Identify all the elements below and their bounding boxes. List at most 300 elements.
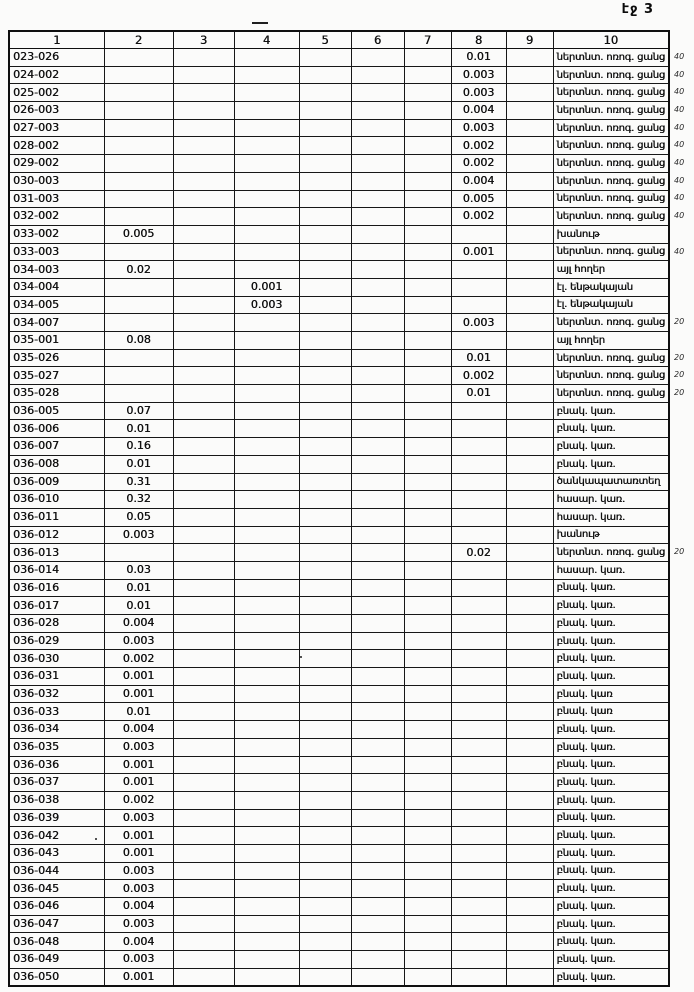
margin-note xyxy=(669,473,694,491)
value-cell: 0.001 xyxy=(104,685,173,703)
table-row xyxy=(9,438,694,456)
value-cell xyxy=(299,102,351,120)
value-cell xyxy=(173,668,234,686)
value-cell xyxy=(299,632,351,650)
value-cell xyxy=(104,172,173,190)
value-cell xyxy=(351,278,404,296)
value-cell xyxy=(506,49,553,67)
value-cell xyxy=(404,756,451,774)
value-cell xyxy=(234,968,299,986)
value-cell xyxy=(404,49,451,67)
parcel-code-cell: 034-007 xyxy=(9,314,104,332)
value-cell xyxy=(173,49,234,67)
value-cell xyxy=(234,438,299,456)
value-cell xyxy=(299,898,351,916)
land-use-cell: բնակ. կառ. xyxy=(553,402,669,420)
value-cell xyxy=(234,721,299,739)
table-row xyxy=(9,473,694,491)
value-cell xyxy=(404,968,451,986)
value-cell xyxy=(451,844,506,862)
margin-note xyxy=(669,968,694,986)
parcel-code-cell: 035-026 xyxy=(9,349,104,367)
value-cell xyxy=(506,296,553,314)
value-cell xyxy=(299,650,351,668)
table-row xyxy=(9,102,694,120)
table-row xyxy=(9,615,694,633)
margin-note xyxy=(669,420,694,438)
value-cell xyxy=(104,190,173,208)
value-cell xyxy=(173,721,234,739)
margin-note xyxy=(669,668,694,686)
column-header: 8 xyxy=(451,31,506,49)
land-use-cell: ներտնտ. ոռոգ. ցանց xyxy=(553,84,669,102)
margin-note: 40 xyxy=(674,105,685,114)
value-cell xyxy=(299,615,351,633)
parcel-code-cell: 036-017 xyxy=(9,597,104,615)
value-cell xyxy=(351,632,404,650)
value-cell: 0.003 xyxy=(234,296,299,314)
value-cell xyxy=(234,473,299,491)
value-cell xyxy=(173,314,234,332)
value-cell xyxy=(351,756,404,774)
land-use-cell: ներտնտ. ոռոգ. ցանց xyxy=(553,544,669,562)
value-cell xyxy=(173,243,234,261)
value-cell xyxy=(451,650,506,668)
margin-note: 20 xyxy=(674,352,685,362)
margin-note xyxy=(669,880,694,898)
table-row xyxy=(9,278,694,296)
value-cell xyxy=(173,119,234,137)
value-cell: 0.004 xyxy=(104,933,173,951)
value-cell xyxy=(234,84,299,102)
value-cell xyxy=(299,155,351,173)
value-cell xyxy=(299,774,351,792)
value-cell xyxy=(173,951,234,969)
value-cell xyxy=(506,880,553,898)
value-cell xyxy=(104,296,173,314)
parcel-code-cell: 036-049 xyxy=(9,951,104,969)
value-cell xyxy=(104,66,173,84)
margin-note xyxy=(669,915,694,933)
land-use-cell: բնակ. կառ. xyxy=(553,898,669,916)
value-cell xyxy=(506,402,553,420)
value-cell xyxy=(351,703,404,721)
value-cell xyxy=(506,774,553,792)
value-cell xyxy=(173,933,234,951)
value-cell xyxy=(506,367,553,385)
parcel-code-cell: 036-032 xyxy=(9,685,104,703)
land-use-cell: խանութ xyxy=(553,526,669,544)
table-row xyxy=(9,756,694,774)
value-cell: 0.003 xyxy=(104,951,173,969)
margin-note xyxy=(669,756,694,774)
value-cell: 0.005 xyxy=(451,190,506,208)
value-cell xyxy=(299,756,351,774)
value-cell xyxy=(404,703,451,721)
land-use-cell: բնակ. կառ. xyxy=(553,844,669,862)
value-cell xyxy=(451,703,506,721)
margin-note xyxy=(669,296,694,314)
value-cell xyxy=(351,102,404,120)
value-cell xyxy=(234,332,299,350)
value-cell: 0.32 xyxy=(104,491,173,509)
value-cell xyxy=(351,137,404,155)
value-cell xyxy=(506,668,553,686)
value-cell xyxy=(404,632,451,650)
value-cell xyxy=(506,314,553,332)
value-cell xyxy=(234,261,299,279)
value-cell xyxy=(104,49,173,67)
value-cell xyxy=(351,84,404,102)
parcel-code-cell: 036-047 xyxy=(9,915,104,933)
value-cell xyxy=(173,473,234,491)
value-cell xyxy=(506,208,553,226)
margin-note xyxy=(669,650,694,668)
value-cell xyxy=(234,862,299,880)
value-cell xyxy=(299,791,351,809)
land-use-cell: էլ. ենթակայան xyxy=(553,296,669,314)
parcel-code-cell: 023-026 xyxy=(9,49,104,67)
land-use-cell: բնակ. կառ. xyxy=(553,968,669,986)
value-cell xyxy=(451,225,506,243)
value-cell xyxy=(351,579,404,597)
value-cell xyxy=(299,243,351,261)
value-cell xyxy=(104,278,173,296)
value-cell xyxy=(234,738,299,756)
value-cell: 0.003 xyxy=(451,84,506,102)
parcel-code-cell: 030-003 xyxy=(9,172,104,190)
value-cell xyxy=(299,668,351,686)
value-cell xyxy=(173,615,234,633)
value-cell xyxy=(173,650,234,668)
land-use-cell: բնակ. կառ. xyxy=(553,862,669,880)
land-use-cell: այլ հողեր xyxy=(553,332,669,350)
value-cell xyxy=(506,915,553,933)
margin-note xyxy=(669,809,694,827)
value-cell xyxy=(173,526,234,544)
value-cell xyxy=(506,862,553,880)
value-cell xyxy=(173,703,234,721)
column-header: 1 xyxy=(9,31,104,49)
land-use-cell: հասար. կառ. xyxy=(553,561,669,579)
value-cell xyxy=(299,827,351,845)
value-cell: 0.005 xyxy=(104,225,173,243)
parcel-code-cell: 036-012 xyxy=(9,526,104,544)
value-cell xyxy=(173,756,234,774)
value-cell xyxy=(351,455,404,473)
table-row xyxy=(9,544,694,562)
value-cell xyxy=(299,438,351,456)
value-cell xyxy=(173,66,234,84)
value-cell: 0.08 xyxy=(104,332,173,350)
value-cell xyxy=(234,402,299,420)
value-cell xyxy=(506,385,553,403)
land-use-cell: բնակ. կառ. xyxy=(553,880,669,898)
value-cell xyxy=(173,455,234,473)
table-row xyxy=(9,296,694,314)
value-cell xyxy=(234,49,299,67)
table-row xyxy=(9,632,694,650)
value-cell xyxy=(234,455,299,473)
value-cell xyxy=(234,385,299,403)
value-cell xyxy=(451,880,506,898)
value-cell xyxy=(299,473,351,491)
value-cell xyxy=(506,597,553,615)
value-cell xyxy=(506,491,553,509)
value-cell: 0.01 xyxy=(104,703,173,721)
table-row xyxy=(9,137,694,155)
value-cell xyxy=(351,402,404,420)
value-cell: 0.003 xyxy=(104,632,173,650)
value-cell xyxy=(173,915,234,933)
margin-note: 20 xyxy=(674,317,685,327)
value-cell xyxy=(299,597,351,615)
value-cell xyxy=(506,420,553,438)
table-row xyxy=(9,738,694,756)
land-use-cell: ներտնտ. ոռոգ. ցանց xyxy=(553,137,669,155)
value-cell xyxy=(234,579,299,597)
value-cell xyxy=(299,951,351,969)
value-cell xyxy=(173,880,234,898)
value-cell xyxy=(173,544,234,562)
value-cell xyxy=(451,933,506,951)
parcel-code-cell: 035-027 xyxy=(9,367,104,385)
table-row xyxy=(9,721,694,739)
value-cell xyxy=(404,438,451,456)
value-cell: 0.001 xyxy=(104,968,173,986)
value-cell xyxy=(404,349,451,367)
value-cell: 0.01 xyxy=(451,385,506,403)
value-cell xyxy=(234,632,299,650)
value-cell xyxy=(506,243,553,261)
value-cell xyxy=(173,809,234,827)
value-cell xyxy=(506,579,553,597)
margin-note xyxy=(669,225,694,243)
value-cell: 0.16 xyxy=(104,438,173,456)
margin-note xyxy=(669,332,694,350)
value-cell xyxy=(234,756,299,774)
value-cell xyxy=(404,243,451,261)
land-use-cell: ներտնտ. ոռոգ. ցանց xyxy=(553,102,669,120)
parcel-code-cell: 034-005 xyxy=(9,296,104,314)
value-cell xyxy=(173,561,234,579)
value-cell xyxy=(173,208,234,226)
parcel-code-cell: 036-035 xyxy=(9,738,104,756)
value-cell xyxy=(351,526,404,544)
table-row xyxy=(9,703,694,721)
value-cell xyxy=(299,491,351,509)
value-cell xyxy=(351,66,404,84)
parcel-code-cell: 036-005 xyxy=(9,402,104,420)
value-cell xyxy=(451,579,506,597)
land-use-cell: բնակ. կառ. xyxy=(553,668,669,686)
value-cell xyxy=(351,915,404,933)
value-cell xyxy=(351,473,404,491)
value-cell xyxy=(173,968,234,986)
value-cell xyxy=(299,137,351,155)
parcel-code-cell: 036-006 xyxy=(9,420,104,438)
value-cell xyxy=(506,933,553,951)
table-row xyxy=(9,66,694,84)
value-cell: 0.07 xyxy=(104,402,173,420)
value-cell xyxy=(299,844,351,862)
value-cell xyxy=(351,650,404,668)
value-cell xyxy=(351,561,404,579)
table-row xyxy=(9,261,694,279)
value-cell: 0.001 xyxy=(104,756,173,774)
table-row xyxy=(9,579,694,597)
value-cell xyxy=(451,332,506,350)
value-cell xyxy=(234,844,299,862)
value-cell xyxy=(451,615,506,633)
value-cell xyxy=(351,349,404,367)
value-cell: 0.05 xyxy=(104,508,173,526)
value-cell xyxy=(506,898,553,916)
parcel-code-cell: 036-013 xyxy=(9,544,104,562)
land-use-cell: բնակ. կառ. xyxy=(553,615,669,633)
value-cell: 0.003 xyxy=(104,880,173,898)
value-cell xyxy=(173,862,234,880)
parcel-code-cell: 036-039 xyxy=(9,809,104,827)
margin-note xyxy=(669,791,694,809)
value-cell: 0.001 xyxy=(451,243,506,261)
table-row xyxy=(9,84,694,102)
value-cell xyxy=(299,561,351,579)
parcel-code-cell: 036-048 xyxy=(9,933,104,951)
table-body xyxy=(9,49,694,987)
value-cell xyxy=(351,668,404,686)
value-cell xyxy=(451,526,506,544)
margin-note: 20 xyxy=(674,547,685,557)
table-row xyxy=(9,915,694,933)
value-cell xyxy=(451,685,506,703)
value-cell xyxy=(173,137,234,155)
value-cell xyxy=(234,119,299,137)
margin-note xyxy=(669,862,694,880)
value-cell xyxy=(351,809,404,827)
value-cell xyxy=(404,367,451,385)
value-cell xyxy=(451,968,506,986)
margin-note: 40 xyxy=(674,87,685,97)
column-header: 3 xyxy=(173,31,234,49)
margin-note xyxy=(669,703,694,721)
value-cell xyxy=(404,155,451,173)
value-cell xyxy=(506,473,553,491)
value-cell xyxy=(506,561,553,579)
value-cell xyxy=(404,261,451,279)
value-cell xyxy=(299,809,351,827)
value-cell xyxy=(299,66,351,84)
value-cell xyxy=(234,137,299,155)
column-header: 2 xyxy=(104,31,173,49)
parcel-code-cell: 024-002 xyxy=(9,66,104,84)
value-cell xyxy=(404,774,451,792)
value-cell xyxy=(299,84,351,102)
value-cell xyxy=(451,898,506,916)
parcel-code-cell: 036-050 xyxy=(9,968,104,986)
value-cell xyxy=(506,102,553,120)
value-cell xyxy=(404,526,451,544)
value-cell xyxy=(299,402,351,420)
table-row xyxy=(9,508,694,526)
value-cell xyxy=(234,66,299,84)
value-cell xyxy=(173,367,234,385)
value-cell xyxy=(234,668,299,686)
value-cell xyxy=(404,119,451,137)
value-cell xyxy=(104,314,173,332)
value-cell xyxy=(351,968,404,986)
value-cell xyxy=(173,385,234,403)
value-cell xyxy=(351,385,404,403)
value-cell xyxy=(506,968,553,986)
value-cell: 0.003 xyxy=(451,66,506,84)
value-cell xyxy=(351,544,404,562)
value-cell xyxy=(234,774,299,792)
table-row xyxy=(9,650,694,668)
parcel-code-cell: 036-009 xyxy=(9,473,104,491)
scan-artifact xyxy=(95,838,97,840)
parcel-table xyxy=(8,30,694,987)
value-cell: 0.003 xyxy=(104,915,173,933)
value-cell: 0.03 xyxy=(104,561,173,579)
value-cell xyxy=(506,827,553,845)
value-cell xyxy=(451,420,506,438)
table-row xyxy=(9,420,694,438)
value-cell xyxy=(351,491,404,509)
value-cell xyxy=(506,332,553,350)
value-cell xyxy=(506,508,553,526)
value-cell xyxy=(351,190,404,208)
value-cell xyxy=(404,650,451,668)
value-cell xyxy=(506,844,553,862)
value-cell xyxy=(173,898,234,916)
land-use-cell: ներտնտ. ոռոգ. ցանց xyxy=(553,172,669,190)
parcel-code-cell: 036-033 xyxy=(9,703,104,721)
value-cell xyxy=(351,296,404,314)
value-cell xyxy=(299,915,351,933)
value-cell xyxy=(104,243,173,261)
value-cell xyxy=(299,190,351,208)
value-cell xyxy=(404,225,451,243)
value-cell xyxy=(451,632,506,650)
land-use-cell: բնակ. կառ. xyxy=(553,933,669,951)
value-cell xyxy=(234,809,299,827)
value-cell xyxy=(451,738,506,756)
value-cell xyxy=(104,137,173,155)
land-use-cell: բնակ. կառ. xyxy=(553,827,669,845)
land-use-cell: բնակ. կառ. xyxy=(553,774,669,792)
value-cell xyxy=(451,561,506,579)
value-cell xyxy=(506,278,553,296)
value-cell xyxy=(173,491,234,509)
table-row xyxy=(9,208,694,226)
margin-note xyxy=(669,278,694,296)
value-cell xyxy=(234,951,299,969)
parcel-code-cell: 036-034 xyxy=(9,721,104,739)
table-row xyxy=(9,898,694,916)
land-use-cell: ներտնտ. ոռոգ. ցանց xyxy=(553,243,669,261)
value-cell xyxy=(234,898,299,916)
margin-note xyxy=(669,615,694,633)
value-cell xyxy=(451,791,506,809)
value-cell xyxy=(299,526,351,544)
value-cell xyxy=(404,579,451,597)
value-cell: 0.004 xyxy=(104,721,173,739)
value-cell xyxy=(506,155,553,173)
parcel-code-cell: 036-037 xyxy=(9,774,104,792)
land-use-cell: բնակ. կառ. xyxy=(553,455,669,473)
value-cell xyxy=(351,791,404,809)
